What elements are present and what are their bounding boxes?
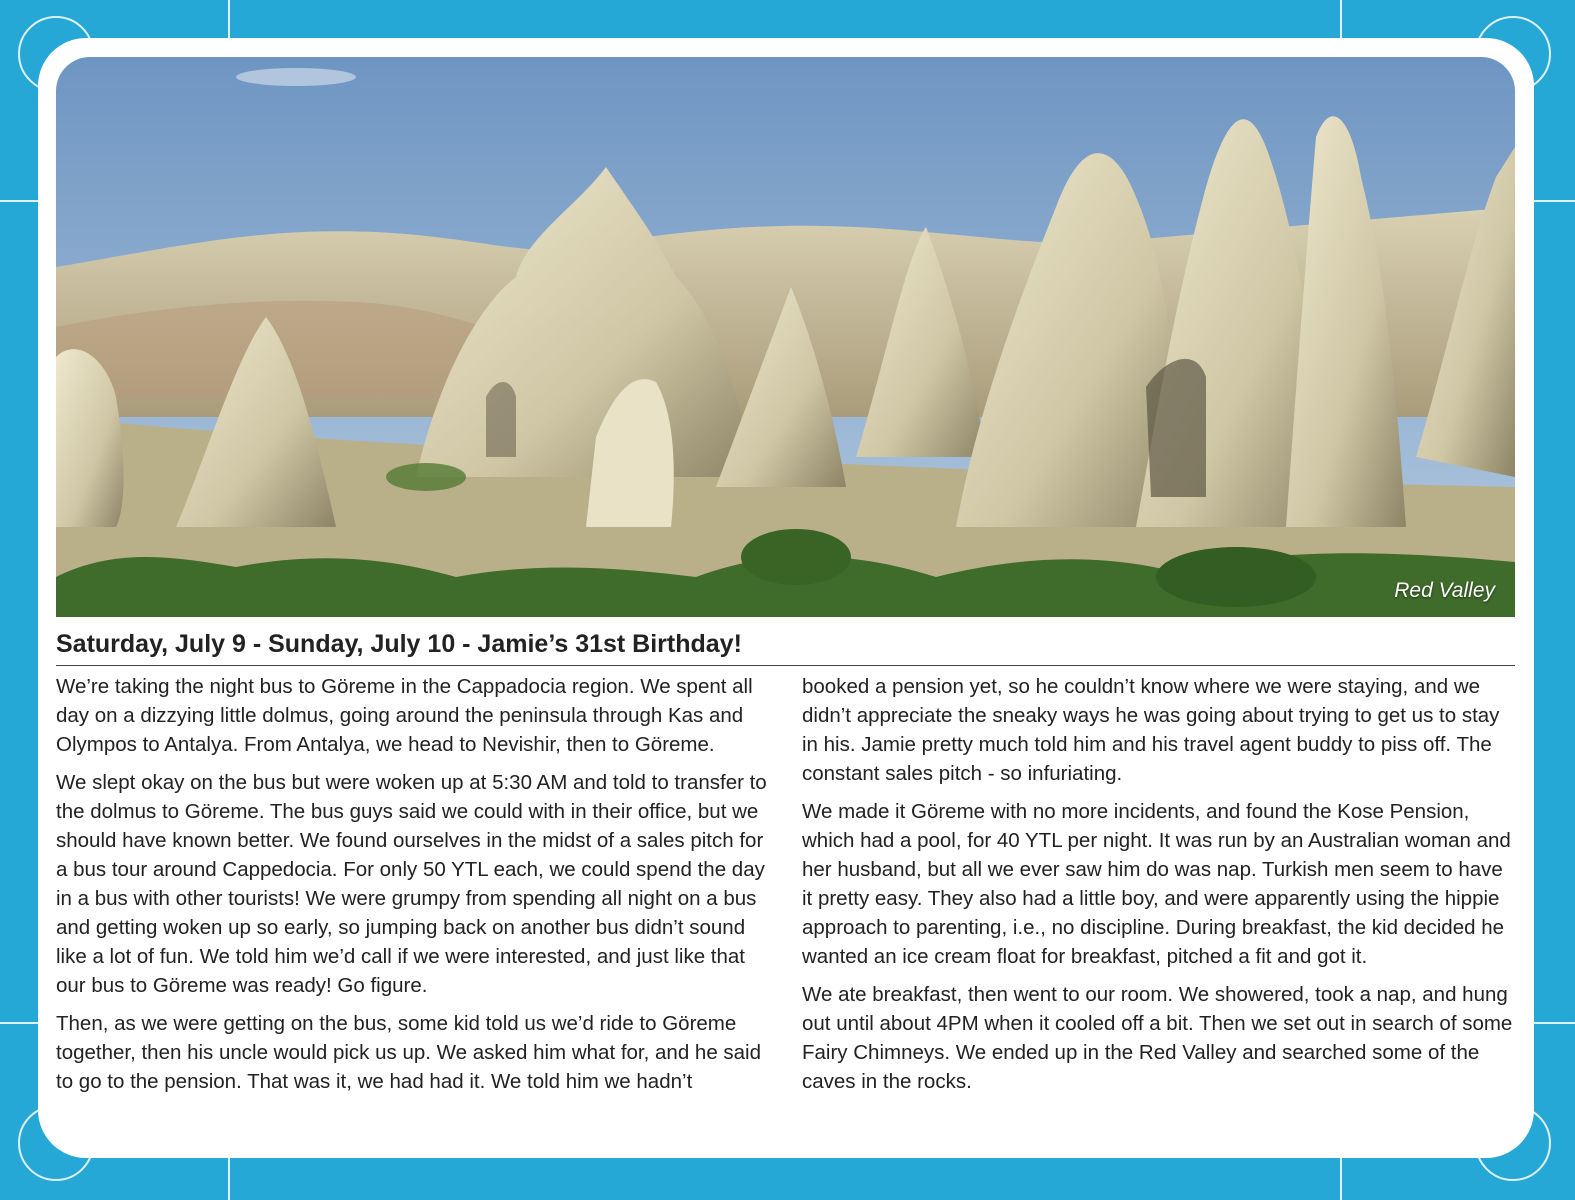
frame-line-right-bottom (1534, 1022, 1575, 1024)
paragraph: We made it Göreme with no more incidents, and found the Kose Pension, which had a pool, for 40 YTL per night. It was run by an Australian woman and her husband, but all we ever saw him do was nap. Turkish men seem to have it pretty easy. They also had a little boy, and were apparently using the hippie approach to parenting, i.e., no discipline. During breakfast, the kid decided he wanted an ice cream float for breakfast, pitched a fit and got it. (802, 800, 1511, 968)
frame-line-left-bottom (0, 1022, 38, 1024)
frame-line-bottom-right (1340, 1158, 1342, 1200)
paragraph: We ate breakfast, then went to our room. We showered, took a nap, and hung out until about 4PM when it cooled off a bit. Then we set out in search of some Fairy Chimneys. We ended up in the Red Valley and searched some of the caves in the rocks. (802, 983, 1513, 1093)
article-title: Saturday, July 9 - Sunday, July 10 - Jamie’s 31st Birthday! (56, 630, 1515, 666)
red-valley-photo (56, 57, 1515, 617)
frame-line-top-left (228, 0, 230, 38)
frame-line-top-right (1340, 0, 1342, 38)
landscape-illustration (56, 57, 1515, 617)
paragraph: We slept okay on the bus but were woken up at 5:30 AM and told to transfer to the dolmus to Göreme. The bus guys said we could with in their office, but we should have known better. We found ourselves in the midst of a sales pitch for a bus tour around Cappedocia. For only 50 YTL each, we could spend the day in a bus with other tourists! We were grumpy from spending all night on a bus and getting woken up so early, so jumping back on another bus didn’t sound like a lot of fun. We told him we’d call if we were interested, and just like that our bus to Göreme was ready! Go figure. (56, 771, 767, 997)
page-card (38, 38, 1534, 1158)
left-column (56, 672, 772, 1105)
frame-line-right-top (1534, 200, 1575, 202)
paragraph: Then, as we were getting on the bus, some kid told us we’d ride to Göreme together, then his uncle would pick us up. We asked him what for, and he said to go to the pension. That was it, we had had it. We told him we hadn’t (56, 1012, 762, 1093)
paragraph: We’re taking the night bus to Göreme in the Cappadocia region. We spent all day on a dizzying little dolmus, going around the peninsula through Kas and Olympos to Antalya. From Antalya, we head to Nevishir, then to Göreme. (56, 675, 753, 756)
right-column (802, 672, 1518, 1105)
frame-line-bottom-left (228, 1158, 230, 1200)
photo-caption: Red Valley (1394, 579, 1495, 602)
frame-line-left-top (0, 200, 38, 202)
paragraph: booked a pension yet, so he couldn’t know where we were staying, and we didn’t appreciate the sneaky ways he was going about trying to get us to stay in his. Jamie pretty much told him and his travel agent buddy to piss off. The constant sales pitch - so infuriating. (802, 675, 1500, 785)
